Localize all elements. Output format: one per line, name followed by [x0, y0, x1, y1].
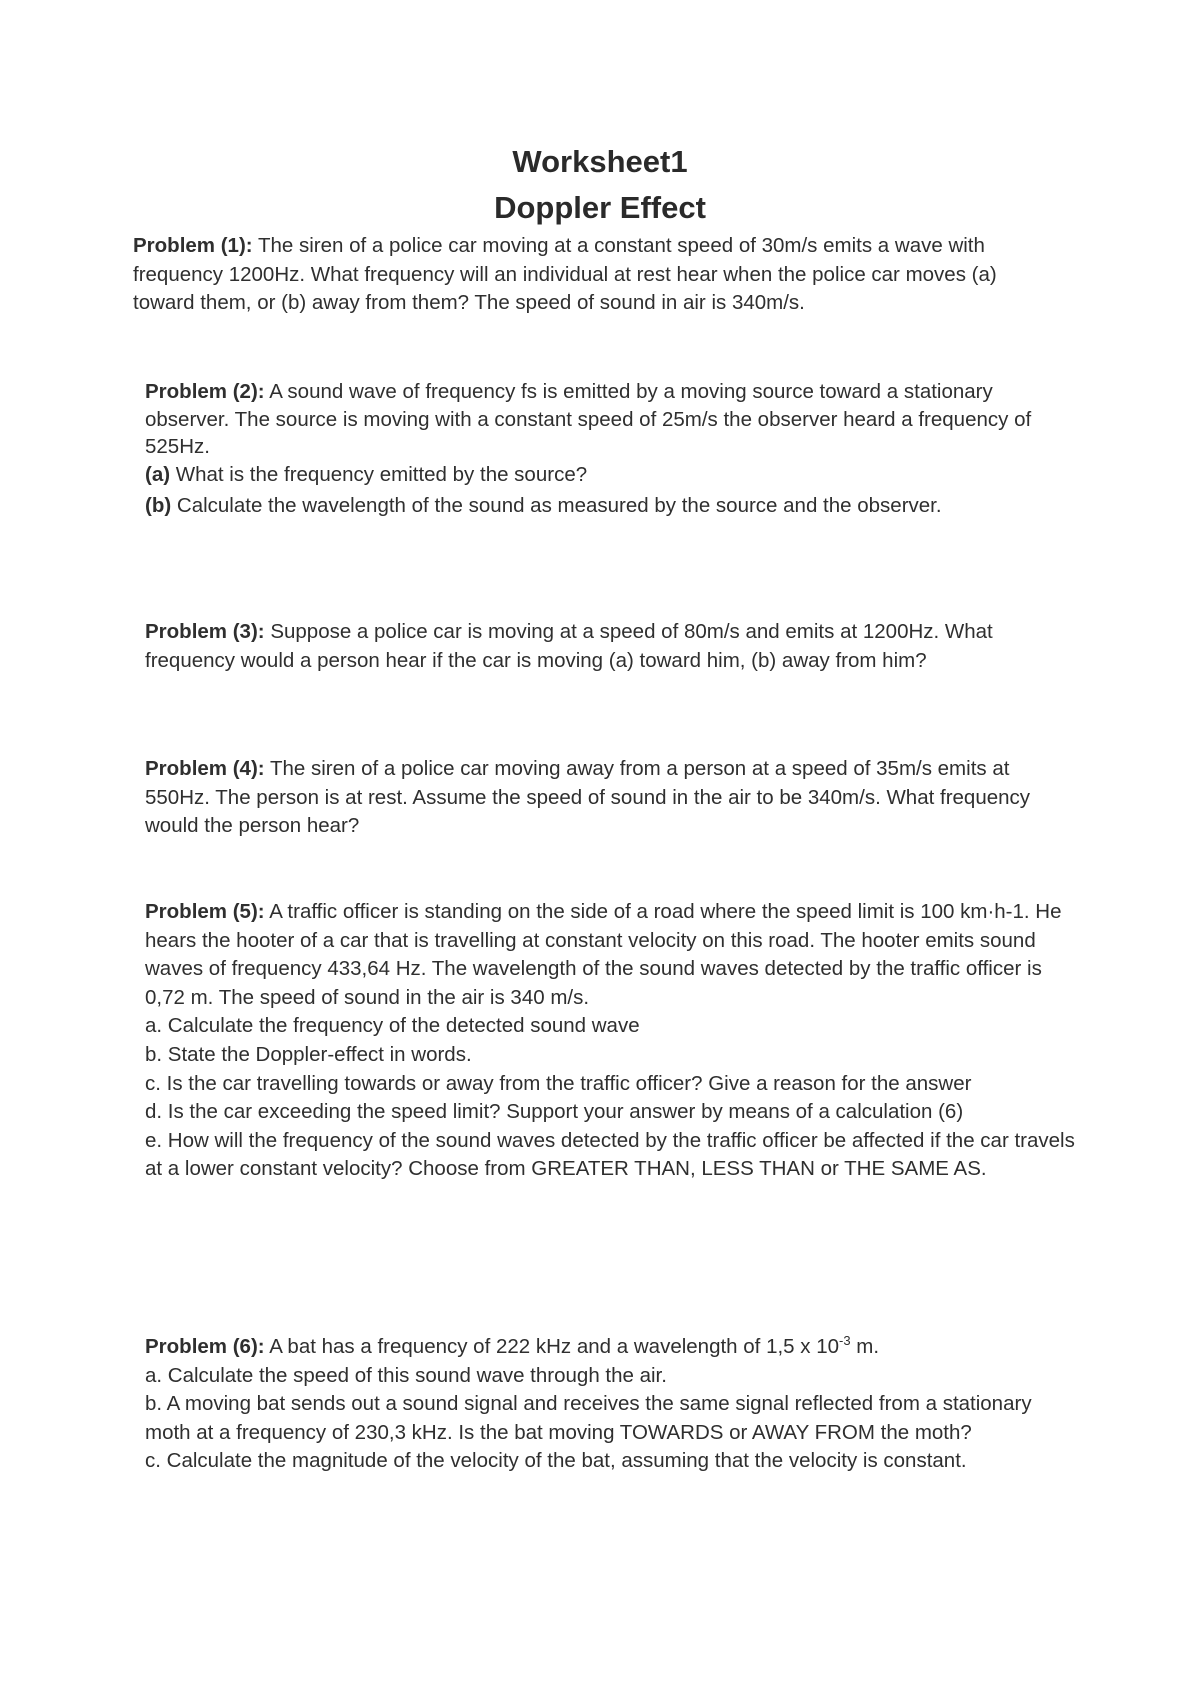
problem-5-label: Problem (5): [145, 900, 265, 923]
problem-1 [133, 232, 1063, 318]
problem-1-body [133, 232, 1063, 318]
problem-6-text: A bat has a frequency of 222 kHz and a wavelength of 1,5 x 10 [269, 1335, 840, 1358]
problem-2-label: Problem (2): [145, 380, 265, 403]
problem-2-part-a [145, 461, 1075, 489]
worksheet-subtitle: Doppler Effect [494, 190, 706, 225]
problem-6 [145, 1333, 1075, 1476]
problem-5-part-c: c. Is the car travelling towards or away from the traffic officer? Give a reason for the answer [145, 1071, 972, 1095]
problem-6-part-b: b. A moving bat sends out a sound signal and receives the same signal reflected from a stationary moth at a frequency of 230,3 kHz. Is the bat moving TOWARDS or AWAY FROM the moth? [145, 1392, 1032, 1444]
problem-4-body [145, 755, 1075, 841]
problem-2-part-a-label: (a) [145, 462, 171, 486]
problem-3-body [145, 618, 1075, 675]
problem-2-part-b [145, 492, 1075, 520]
problem-2-body [145, 378, 1075, 461]
problem-5-part-e: e. How will the frequency of the sound waves detected by the traffic officer be affected if the car travels at a lower constant velocity? Choose from GREATER THAN, LESS THAN or THE SAME AS. [145, 1128, 1075, 1181]
problem-4-label: Problem (4): [145, 757, 265, 780]
problem-5-part-a: a. Calculate the frequency of the detected sound wave [145, 1014, 640, 1038]
problem-5 [145, 898, 1075, 1184]
worksheet-title: Worksheet1 [512, 144, 688, 179]
problem-3 [145, 618, 1075, 675]
problem-6-label: Problem (6): [145, 1335, 265, 1358]
problem-5-body [145, 898, 1075, 1012]
problem-6-text-unit: m. [850, 1335, 880, 1358]
problem-1-label: Problem (1): [133, 234, 253, 257]
problem-6-part-c: c. Calculate the magnitude of the velocity of the bat, assuming that the velocity is constant. [145, 1449, 967, 1473]
problem-4 [145, 755, 1075, 841]
problem-5-text: A traffic officer is standing on the side of a road where the speed limit is 100 km·h-1. He hears the hooter of a car that is travelling at constant velocity on this road. The hooter emits sound waves of frequency 433,64 Hz. The wavelength of the sound waves detected by the traffic officer is 0,72 m. The speed of sound in the air is 340 m/s. [145, 900, 1062, 1009]
problem-2-text: A sound wave of frequency fs is emitted by a moving source toward a stationary observer. The source is moving with a constant speed of 25m/s the observer heard a frequency of 525Hz. [145, 380, 1032, 458]
problem-2-part-b-text: Calculate the wavelength of the sound as measured by the source and the observer. [176, 494, 942, 517]
problem-1-text: The siren of a police car moving at a constant speed of 30m/s emits a wave with frequency 1200Hz. What frequency will an individual at rest hear when the police car moves (a) toward them, or (b) away from them? The speed of sound in air is 340m/s. [133, 234, 997, 315]
problem-2 [145, 378, 1075, 520]
problem-6-exponent: -3 [839, 1333, 851, 1349]
problem-5-part-b: b. State the Doppler-effect in words. [145, 1042, 472, 1066]
problem-5-part-d: d. Is the car exceeding the speed limit? Support your answer by means of a calculation (6) [145, 1100, 964, 1124]
problem-6-part-a: a. Calculate the speed of this sound wave through the air. [145, 1363, 667, 1387]
problem-6-body [145, 1333, 1075, 1362]
problem-3-text: Suppose a police car is moving at a speed of 80m/s and emits at 1200Hz. What frequency would a person hear if the car is moving (a) toward him, (b) away from him? [145, 620, 993, 672]
problem-2-part-a-text: What is the frequency emitted by the source? [175, 462, 588, 486]
problem-4-text: The siren of a police car moving away from a person at a speed of 35m/s emits at 550Hz. The person is at rest. Assume the speed of sound in the air to be 340m/s. What frequency would the person hear? [145, 757, 1031, 838]
problem-2-part-b-label: (b) [145, 494, 172, 517]
problem-3-label: Problem (3): [145, 620, 265, 643]
